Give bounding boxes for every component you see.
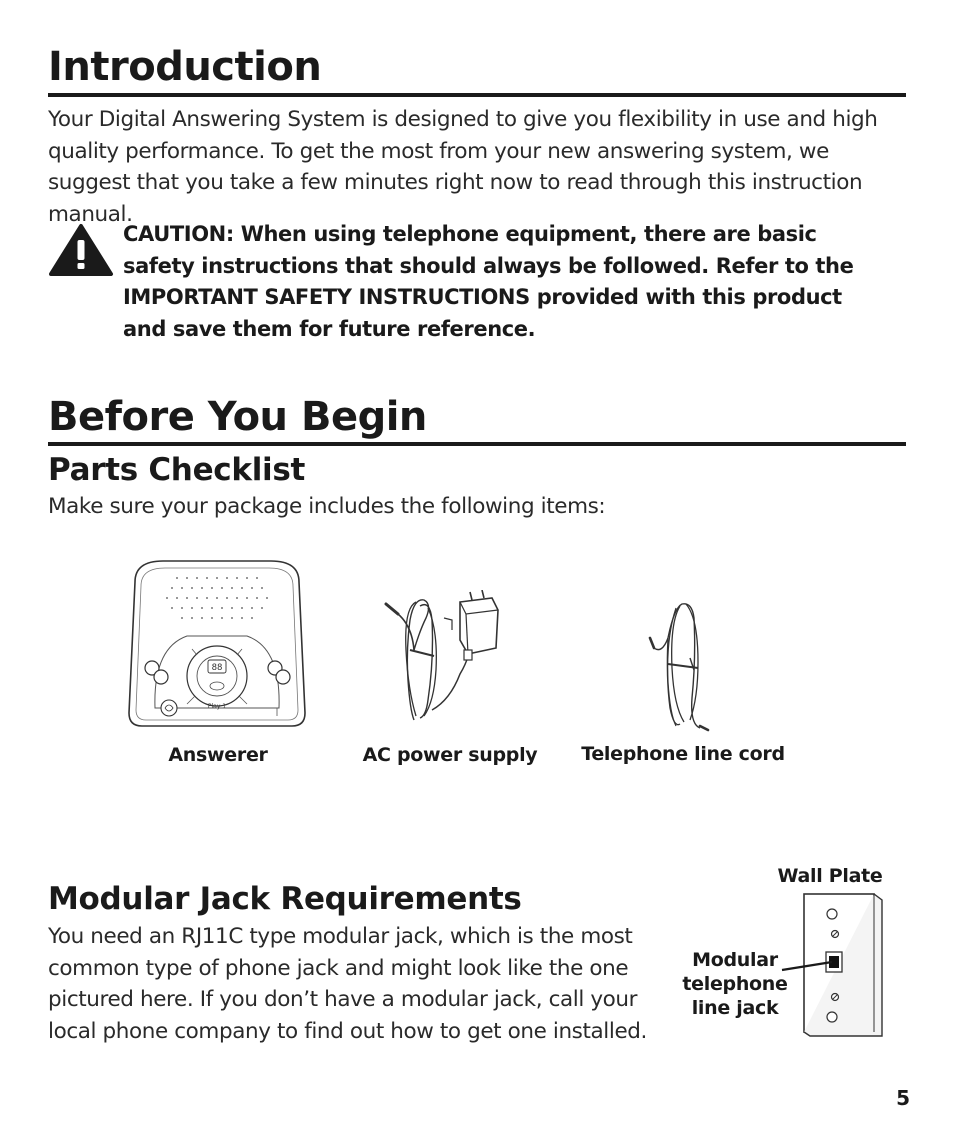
caution-text: CAUTION: When using telephone equipment, there are basic safety instructions that should always be followed. Refer to the IMPORTANT SAFETY INSTRUCTIONS provided with this product and save them for future reference. [123,222,854,341]
answerer-play-label: Play 1 [207,703,227,710]
answerer-caption: Answerer [168,744,268,766]
modular-jack-label: Modular telephone line jack [682,949,788,1019]
telephone-line-cord-caption: Telephone line cord [581,743,785,765]
page-number: 5 [896,1086,910,1110]
modular-jack-paragraph: You need an RJ11C type modular jack, which is the most common type of phone jack and might look like the one pictured here. If you don’t have a modular jack, call your local phone company to find out how to get one installed. [48,924,647,1044]
wall-plate-image [780,890,890,1040]
introduction-rule [48,93,906,97]
ac-power-supply-image [380,590,500,730]
introduction-heading: Introduction [48,44,322,90]
before-you-begin-heading: Before You Begin [48,394,427,440]
modular-jack-heading: Modular Jack Requirements [48,881,522,917]
ac-power-supply-caption: AC power supply [362,744,538,766]
answerer-display-digits: 88 [211,663,223,673]
wall-plate-label: Wall Plate [777,865,883,887]
warning-icon [48,223,114,277]
telephone-line-cord-image [640,598,720,734]
parts-checklist-intro: Make sure your package includes the following items: [48,494,606,519]
answerer-image [125,558,309,730]
before-you-begin-rule [48,442,906,446]
introduction-paragraph: Your Digital Answering System is designed to give you flexibility in use and high quality performance. To get the most from your new answering system, we suggest that you take a few minutes right now to read through this instruction manual. [48,107,878,227]
parts-checklist-heading: Parts Checklist [48,452,306,488]
